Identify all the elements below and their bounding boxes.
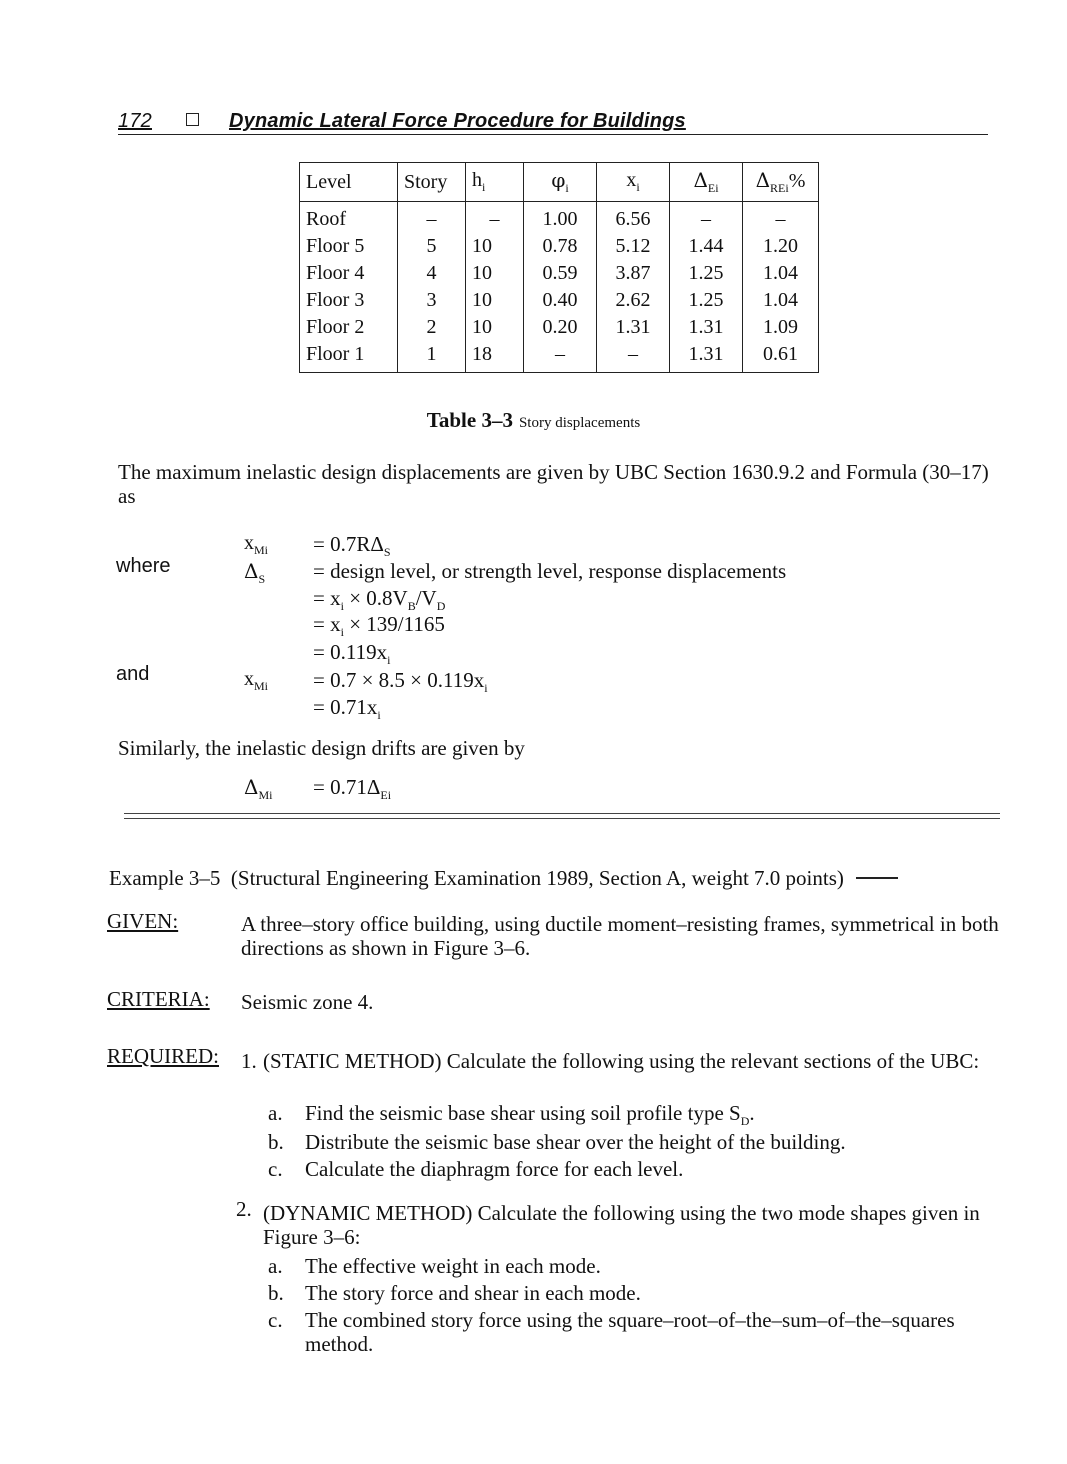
sub-item-letter: c. [268,1308,283,1332]
cell: 3.87 [597,260,670,287]
equation-line: = $0.7R\Delta_S$ [313,532,391,560]
cell: 1.04 [743,287,819,314]
cell: 1.25 [670,287,743,314]
dash-rule [856,877,898,879]
given-text: A three–story office building, using ductile moment–resisting frames, symmetrical in both directions as shown in Figure 3–6. [241,912,999,960]
cell: – [597,341,670,373]
required-item-number: 2. [236,1197,252,1221]
cell: 18 [466,341,524,373]
chapter-title: Dynamic Lateral Force Procedure for Buildings [228,110,686,132]
cell: 2.62 [597,287,670,314]
given-label: GIVEN: [107,909,179,933]
sub-item-letter: b. [268,1281,284,1305]
divider [124,818,1000,819]
equation-line: = $0.71x_i$ [313,695,381,723]
cell: 0.61 [743,341,819,373]
sub-item-letter: a. [268,1254,283,1278]
table-row [300,233,819,260]
table-caption: Table 3–3 Story displacements [426,408,641,432]
story-displacements-table [299,162,819,373]
cell: 1.00 [524,202,597,234]
sub-item-2b: The story force and shear in each mode. [305,1281,641,1305]
cell: 1.31 [670,341,743,373]
equation-line: = design level, or strength level, response displacements [313,559,787,583]
equation-line: = $0.119x_i$ [313,640,391,668]
cell: 6.56 [597,202,670,234]
required-label: REQUIRED: [107,1044,219,1068]
sub-item-2c: The combined story force using the square–root–of–the–sum–of–the–squares method. [305,1308,955,1356]
table-row [300,287,819,314]
running-head [118,110,988,135]
cell: Floor 5 [300,233,398,260]
equation-line: = $0.7 \times 8.5 \times 0.119x_i$ [313,668,488,696]
required-item-1: (STATIC METHOD) Calculate the following using the relevant sections of the UBC: [263,1049,980,1073]
cell: – [398,202,466,234]
sub-item-1b: Distribute the seismic base shear over the height of the building. [305,1130,846,1154]
delta-s-symbol: $\Delta_S$ [244,559,266,586]
required-item-number: 1. [241,1049,257,1073]
cell: 10 [466,287,524,314]
cell: 0.20 [524,314,597,341]
col-level: Level [300,163,398,202]
sub-item-letter: a. [268,1101,283,1125]
table-row [300,314,819,341]
criteria-label: CRITERIA: [107,987,210,1011]
example-heading [109,866,898,891]
cell: 10 [466,233,524,260]
cell: 1.31 [597,314,670,341]
equation-line: = $x_i \times 0.8V_B/V_D$ [313,586,446,614]
cell: 2 [398,314,466,341]
cell: 5 [398,233,466,260]
table-row [300,202,819,234]
cell: – [743,202,819,234]
table-row [300,260,819,287]
cell: – [466,202,524,234]
col-delta-ei: $\Delta_{Ei}$ [670,163,743,202]
table-header-row [300,163,819,202]
equation-line: = $0.71\Delta_{Ei}$ [313,775,392,803]
table-row [300,341,819,373]
xmi-symbol: $x_{Mi}$ [244,668,269,693]
example-source: (Structural Engineering Examination 1989, Section A, weight 7.0 points) [230,866,844,890]
intro-paragraph: The maximum inelastic design displacements are given by UBC Section 1630.9.2 and Formula (30–17) as [118,460,989,508]
cell: – [670,202,743,234]
col-phi: $\varphi_i$ [524,163,597,202]
cell: 0.59 [524,260,597,287]
cell: Floor 1 [300,341,398,373]
cell: 0.40 [524,287,597,314]
cell: 3 [398,287,466,314]
sub-item-1a: Find the seismic base shear using soil profile type $S_D$. [305,1101,755,1129]
col-story: Story [398,163,466,202]
example-title: Example 3–5 [109,866,221,890]
cell: Roof [300,202,398,234]
cell: – [524,341,597,373]
sub-item-2a: The effective weight in each mode. [305,1254,601,1278]
cell: 5.12 [597,233,670,260]
cell: 1 [398,341,466,373]
cell: Floor 2 [300,314,398,341]
criteria-text: Seismic zone 4. [241,990,374,1014]
required-item-2: (DYNAMIC METHOD) Calculate the following using the two mode shapes given in Figure 3–6: [263,1201,980,1249]
similarly-paragraph: Similarly, the inelastic design drifts are given by [118,736,525,760]
cell: 10 [466,260,524,287]
col-x: $x_i$ [597,163,670,202]
sub-item-letter: c. [268,1157,283,1181]
cell: Floor 4 [300,260,398,287]
cell: 10 [466,314,524,341]
cell: 1.04 [743,260,819,287]
delta-mi-symbol: $\Delta_{Mi}$ [244,775,273,802]
divider [124,813,1000,814]
cell: 0.78 [524,233,597,260]
sub-item-letter: b. [268,1130,284,1154]
page-number: 172 [118,110,152,132]
cell: 1.25 [670,260,743,287]
cell: 4 [398,260,466,287]
where-label: where [116,555,171,577]
cell: 1.44 [670,233,743,260]
cell: 1.31 [670,314,743,341]
col-delta-rei: $\Delta_{REi}\%$ [743,163,819,202]
sub-item-1c: Calculate the diaphragm force for each level. [305,1157,684,1181]
cell: 1.09 [743,314,819,341]
equation-line: = $x_i \times 139/1165$ [313,612,445,640]
cell: Floor 3 [300,287,398,314]
square-bullet-icon [186,113,199,126]
and-label: and [116,663,150,685]
cell: 1.20 [743,233,819,260]
xmi-symbol: $x_{Mi}$ [244,532,269,557]
col-h: $h_i$ [466,163,524,202]
